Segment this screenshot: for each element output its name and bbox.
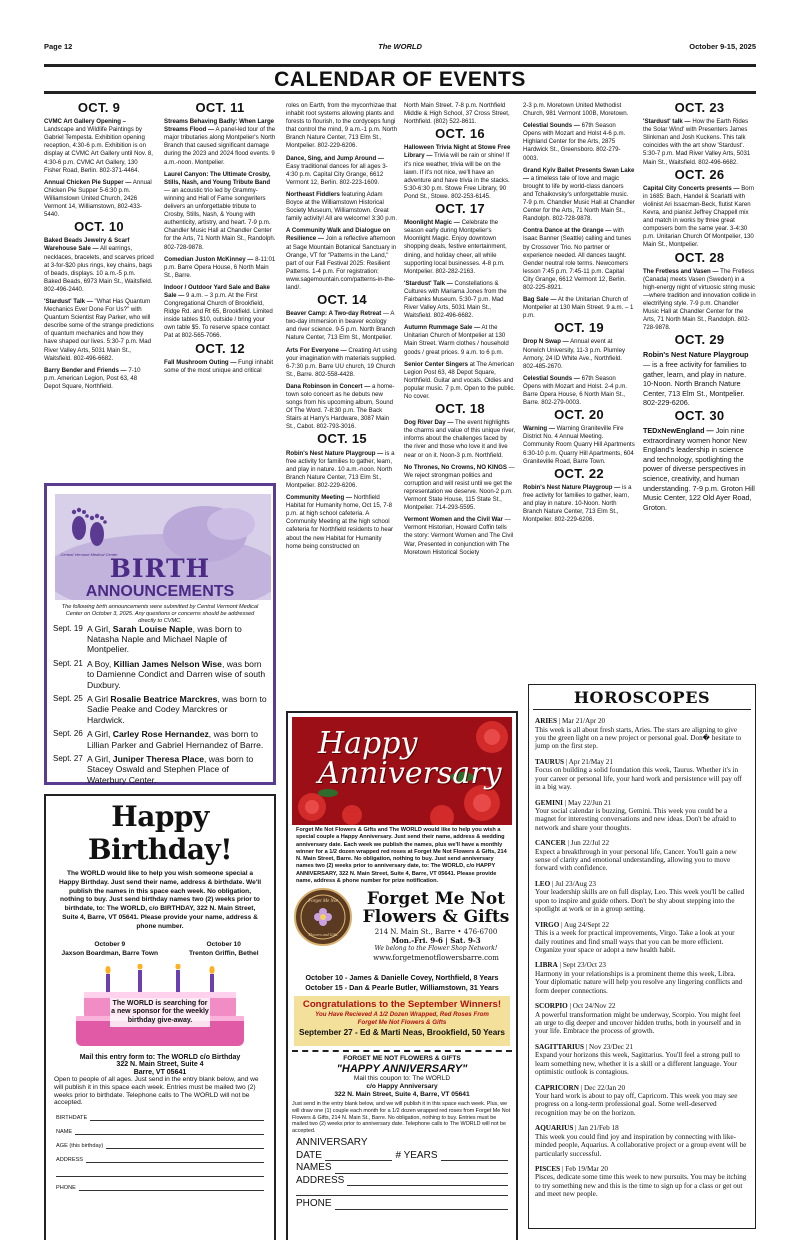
- birth-item: Sept. 26 A Girl, Carley Rose Hernandez, was born to Lillian Parker and Gabriel Hernandez of Barre.: [53, 729, 264, 750]
- cvmc-logo-text: Central Vermont Medical Center: [60, 552, 118, 557]
- event: Northeast Fiddlers featuring Adam Boyce at the Williamstown Historical Society Museum, Williamstown. Great family activity! All are welcome! 3:30 p.m.: [286, 190, 398, 223]
- date-heading: OCT. 17: [435, 201, 485, 217]
- address-field-line2[interactable]: [46, 1171, 274, 1177]
- date-heading: OCT. 10: [74, 219, 124, 235]
- date-heading: OCT. 23: [674, 100, 725, 115]
- date-heading: OCT. 11: [195, 100, 245, 115]
- names-field[interactable]: NAMES: [296, 1162, 508, 1174]
- event: 'Stardust' Talk — Constellations & Cultures with Mariama Jones from the Fairbanks Museum. 5:30-7 p.m. Mad River Valley Arts, 5031 Main St., Waitsfield. 802-496-6682.: [404, 279, 507, 320]
- birthdate-field[interactable]: BIRTHDATE: [46, 1115, 274, 1121]
- page-number: Page 12: [44, 42, 73, 51]
- logo-subtext: Flowers and Gifts: [308, 932, 338, 937]
- horoscope-item: ARIES | Mar 21/Apr 20 This week is all about fresh starts, Aries. The stars are aligning to give you the green light on a new project or personal goal. Don� hesitate to jump on the first step.: [535, 717, 742, 751]
- event: Senior Center Singers at The American Legion Post 63, 48 Depot Square, Northfield. Guitar and vocals. Oldies and popular music. 7 p.m. Open to the public. No cover.: [404, 360, 516, 400]
- flower-shop-ad: [294, 888, 512, 970]
- birth-note: The following birth announcements were submitted by Central Vermont Medical Center on October 3, 2025. Any questions or concerns should be addressed directly to CVMC.: [61, 604, 259, 624]
- event: Baked Beads Jewelry & Scarf Warehouse Sale — All earrings, necklaces, bracelets, and scarves priced at 3-for-$20 plus rings, key chains, bags of beads, displays. 10 a.m.-5 p.m. Baked Beads, 6973 Main St., Waitsfield. 802-496-2440.: [44, 237, 154, 293]
- date-heading: OCT. 30: [674, 408, 725, 423]
- calendar-column-3: [286, 102, 398, 555]
- event: roles on Earth, from the mycorrhizae that inhabit root systems allowing plants and forests to flourish, to the cordyceps fungi that control the mind, 9 a.m.-1 p.m. North Branch Nature Center, 713 Elm St., Montpelier. 802-229-6206.: [286, 102, 398, 150]
- birth-item: Sept. 27 A Girl, Juniper Theresa Place, was born to Stacey Oswald and Stephen Place of Waterbury Center.: [53, 754, 254, 785]
- event: Halloween Trivia Night at Stowe Free Library — Trivia will be rain or shine! If it's nice weather, trivia will be on the lawn. If it's not nice, we'll have an adventure and have trivia in the stacks. 5:30-6:30 p.m. Stowe Free Library, 90 Pond St., Stowe. 802-253-6145.: [404, 144, 511, 200]
- event: North Main Street. 7-8 p.m. Northfield Middle & High School, 37 Cross Street, Northfield. (802) 522-8611.: [404, 102, 510, 126]
- birth-item: Sept. 25 A Girl Rosalie Beatrice Marckres, was born to Sadie Peake and Codey Marckres or Hardwick.: [53, 694, 267, 725]
- cake-image: [66, 964, 254, 1050]
- event: Moonlight Magic — Celebrate the season early during Montpelier's Moonlight Magic. Enjoy downtown shopping deals, festive entertainment, dining, and holiday cheer, all while supporting local businesses. 4-8 p.m. Montpelier. 802-282-2163.: [404, 219, 507, 275]
- birth-list: [53, 624, 267, 789]
- date-heading: OCT. 26: [674, 166, 725, 182]
- event: Robin's Nest Nature Playgroup — is a free activity for families to gather, learn, and play in nature. 10 a.m.-noon. North Branch Nature Center, 713 Elm St., Montpelier. 802-229-6206.: [286, 449, 395, 489]
- event: CVMC Art Gallery Opening – Landscape and Wildlife Paintings by Gabriel Tempesta. Exhibition opening reception, 4:30-6 p.m. Exhibition is on display at CVMC Art Gallery until Nov. 8, 4:30-6 p.m. CVMC Art Gallery, 130 Fisher Road, Berlin. 802-371-4464.: [44, 118, 153, 174]
- event: Dog River Day — The event highlights the charms and value of this unique river, informs about the challenges faced by the river and those who love it and live near or on it. Noon-3 p.m. Northfield.: [404, 419, 516, 459]
- horoscope-item: SAGITTARIUS | Nov 23/Dec 21 Expand your horizons this week, Sagittarius. You'll feel a strong pull to learn something new, whether it is a skill or a different language. Your optimistic outlook is contagious.: [535, 1042, 740, 1077]
- event: Fall Mushroom Outing — Fungi inhabit some of the most unique and critical: [164, 358, 274, 374]
- issue-dates: October 9-15, 2025: [689, 42, 756, 51]
- address-field-line2[interactable]: [296, 1187, 508, 1196]
- event: Dana Robinson in Concert — a home-town solo concert as he debuts new songs from his upcoming album, Sound Of The Word. 7-8:30 p.m. The Back Stairs at Harry's Hardware, 3087 Main St., Cabot. 802-793-3016.: [286, 382, 395, 431]
- anniversary-date-field[interactable]: DATE # YEARS: [296, 1150, 508, 1162]
- event: 'Stardust' Talk — "What Has Quantum Mechanics Ever Done For Us?" with Quantum Scientist Ray Parker, who will describe some of the strange predictions of quantum mechanics and how they have shaped our lives. 5:30-7 p.m. Mad River Valley Arts, 5031 Main St., Waitsfield. 802-496-6682.: [44, 297, 154, 362]
- event: TEDxNewEngland — Join nine extraordinary women honor New England's leadership in science and technology, spotlighting the power of diverse perspectives in science, creativity, and human understanding. 7-9 p.m. Groton Hill Music Center, 122 Old Ayer Road, Groton.: [643, 426, 755, 512]
- date-heading: OCT. 22: [554, 465, 604, 481]
- horoscopes-title: HOROSCOPES: [533, 685, 751, 710]
- phone-field[interactable]: PHONE: [46, 1185, 274, 1191]
- birthday-title: Happy Birthday!: [87, 800, 233, 866]
- event: Drop N Swap — Annual event at Norwich University, 11-3 p.m. Plumley Armory, 24 ID White Ave., Northfield. 802-485-2670.: [523, 338, 626, 370]
- calendar-column-1: [44, 100, 154, 395]
- event: Streams Behaving Badly: When Large Streams Flood — A panel-led tour of the major tributaries along Montpelier's North Branch that caused significant damage during the 2023 and 2024 flood events. 9 a.m.-noon. Montpelier.: [164, 118, 276, 166]
- date-heading: OCT. 9: [77, 100, 121, 115]
- horoscope-item: TAURUS | Apr 21/May 21 Focus on building a solid foundation this week, Taurus. Whether it's in your career or personal life, your hard work and persistence will pay off in a big way.: [535, 757, 742, 792]
- horoscope-item: LIBRA | Sept 23/Oct 23 Harmony in your relationships is a prominent theme this week, Libra. Your diplomatic nature will help you resolve any lingering conflicts and form deeper connections.: [535, 961, 743, 995]
- event: Celestial Sounds — 67th Season Opens with Mozart and Holst 4-6 p.m. Highland Center for the Arts, 2875 Hardwick St., Greensboro. 802-279-0003.: [523, 122, 626, 162]
- anniversary-coupon: FORGET ME NOT FLOWERS & GIFTS "HAPPY ANNIVERSARY" Mail this coupon to: The WORLD c/o Happy Anniversary 322 N. Main Street, Suite 4, Barre, VT 05641 Just send in the entry blank below, and we will publish it in this space each week. Plus, we will draw one (1) couple each month for a 1/2 dozen wrapped red roses from Forget Me Not Flowers & Gifts, 214 N. Main St., Barre. No obligation, nothing to buy. Entries must be mailed two (2) weeks prior to anniversary date. Telephone calls to The WORLD will not be accepted.: [292, 1050, 512, 1135]
- horoscope-item: LEO | Jul 23/Aug 23 Your leadership skills are on full display, Leo. This week you'll be called upon to inspire and guide others. Don't be shy about stepping into the spotlight at work or in a group setting.: [535, 879, 745, 914]
- calendar-column-6: [643, 100, 756, 516]
- age-field[interactable]: AGE (this birthday): [46, 1143, 274, 1149]
- event: Celestial Sounds — 67th Season Opens with Mozart and Holst. 2-4 p.m. Barre Opera House, 6 North Main St., Barre. 802-279-0003.: [523, 374, 627, 407]
- event: Laurel Canyon: The Ultimate Crosby, Stills, Nash, and Young Tribute Band — an acoustic trio led by Grammy-winning and Hall of Fame songwriters delivers an unforgettable tribute to Crosby, Stills, Nash, & Young with authenticity, artistry, and heart. 7-9 p.m. Chandler Music Hall at Chandler Center for the Arts, 71 North Main St., Randolph. 802-728-9878.: [164, 170, 276, 251]
- flower-logo-icon: [296, 890, 350, 944]
- date-heading: OCT. 15: [317, 431, 367, 447]
- event: Contra Dance at the Grange — with Isaac Banner (Seattle) calling and tunes by Crossover Trio. No partner or experience needed. All dances taught. Gender neutral role terms. Newcomers lesson 7:45 p.m. 7:45-11 p.m. Capital City Grange, 6612 Vermont 12, Berlin. 802-225-8921.: [523, 227, 632, 291]
- date-heading: OCT. 20: [554, 407, 604, 423]
- address-field[interactable]: ADDRESS: [296, 1175, 508, 1187]
- event: 'Stardust' talk — How the Earth Rides the Solar Wind' with Presenters James Slinkman and Josh Kuckens. This talk coincides with the art show 'Stardust'. 5:30-7 p.m. Mad River Valley Arts, 5031 Main St., Waitsfield. 802-496-6682.: [643, 118, 751, 166]
- calendar-banner: CALENDAR OF EVENTS: [44, 64, 756, 94]
- event: 2-3 p.m. Moretown United Methodist Church, 981 Vermont 100B, Moretown.: [523, 102, 629, 118]
- birthday-intro: The WORLD would like to help you wish someone special a Happy Birthday. Just send their name, address & birthdate. We'll publish the names in this space each week. No obligation, nothing to buy. Just send birthday names two (2) weeks prior to birthdate, to: The WORLD, c/o BIRTHDAY, 322 N. Main Street, Suite 4, Barre, VT 05641. Please provide your name, address & phone number.: [58, 870, 262, 930]
- anniversary-form: [296, 1137, 508, 1211]
- horoscope-item: SCORPIO | Oct 24/Nov 22 A powerful transformation might be underway, Scorpio. You might feel an urge to dig deeper and uncover hidden truths, both in yourself and in your life. Embrace the process of growth.: [535, 1002, 741, 1036]
- horoscope-item: VIRGO | Aug 24/Sept 22 This is a week for practical improvements, Virgo. Take a look at your daily routines and find small ways that you can be more efficient. Organize your space or adopt a new health habit.: [535, 920, 735, 954]
- september-winners: Congratulations to the September Winners! You Have Recieved A 1/2 Dozen Wrapped, Red Roses From Forget Me Not Flowers & Gifts September 27 - Ed & Marti Neas, Brookfield, 50 Years: [294, 996, 510, 1046]
- event: Community Meeting — Northfield Habitat for Humanity home, Oct 15, 7-8 p.m. at high school cafeteria. A Community Meeting at the high school cafeteria for Northfield residents to hear about the new Habitat for Humanity home being constructed on: [286, 494, 394, 550]
- birth-announcements-box: [44, 483, 276, 785]
- event: Grand Kyiv Ballet Presents Swan Lake — a timeless tale of love and magic brought to life by world-class dancers and Tchaikovsky's unforgettable music. 7-9 p.m. Chandler Music Hall at Chandler Center for the Arts, 71 North Main St., Randolph. 802-728-9878.: [523, 166, 635, 223]
- paper-name: The WORLD: [378, 42, 422, 51]
- page-header: [44, 40, 756, 54]
- event: Warning — Warning Graniteville Fire District No. 4 Annual Meeting. Community Room Quarry Hill Apartments 6:30-10 p.m. Quarry Hill Apartments, 604 Graniteville Road, Barre Town.: [523, 425, 635, 465]
- calendar-column-2: [164, 100, 276, 379]
- horoscopes-box: [528, 684, 756, 1229]
- cake-sponsor-message: The WORLD is searching for a new sponsor for the weekly birthday give-away.: [110, 998, 210, 1028]
- event: Autumn Rummage Sale — At the Unitarian Church of Montpelier at 130 Main Street. Warm clothes / household goods / great prices. 9 a.m. to 6 p.m.: [404, 324, 509, 356]
- event: Robin's Nest Nature Playgroup — is a free activity for families to gather, learn, and play in nature. 10-Noon. North Branch Nature Center, 713 Elm St., Montpelier. 802-229-6206.: [523, 483, 632, 524]
- address-field[interactable]: ADDRESS: [46, 1157, 274, 1163]
- roses-banner: [292, 717, 512, 825]
- event: Indoor / Outdoor Yard Sale and Bake Sale — 9 a.m. – 3 p.m. At the First Congregational Church of Brookfield, Ridge Rd. and Rt 65, Brookfield. Limited inside tables $10, outside / bring your own table $5. To reserve space contact Pat at 802-565-7066.: [164, 283, 273, 340]
- horoscope-item: CAPRICORN | Dec 22/Jan 20 Your hard work is about to pay off, Capricorn. This week you may see progress on a long-term professional goal. Some well-deserved recognition may be on the horizon.: [535, 1083, 738, 1117]
- event: The Fretless and Vasen — The Fretless (Canada) meets Vasen (Sweden) in a high-energy night of virtuosic string music—where tradition and innovation collide in electrifying style. 7-9 p.m. Chandler Music Hall at Chandler Center for the Arts, 71 North Main St., Randolph. 802-728-9878.: [643, 267, 756, 332]
- date-heading: OCT. 16: [435, 126, 485, 142]
- date-heading: OCT. 18: [435, 401, 485, 417]
- anniversary-field[interactable]: ANNIVERSARY: [296, 1137, 368, 1148]
- horoscope-item: CANCER | Jun 22/Jul 22 Expect a breakthrough in your personal life, Cancer. You'll gain a new sense of clarity and emotional understanding, allowing you to move forward with confidence.: [535, 839, 737, 873]
- date-heading: OCT. 19: [554, 320, 604, 336]
- birthday-mail-info: Mail this entry form to: The WORLD c/o Birthday 322 N. Main Street, Suite 4 Barre, VT 05641 Open to people of all ages. Just send in the entry blank below, and we will publish it in this space each week. Entries must be mailed two (2) weeks prior to birthdate. Telephone calls to The WORLD will not be accepted.: [54, 1053, 259, 1107]
- date-heading: OCT. 29: [674, 332, 725, 348]
- event: No Thrones, No Crowns, NO KINGS — We reject strongman politics and corruption and will resist until we get the representation we deserve. Noon-2 p.m. Vermont State House, 115 State St., Montpelier. 714-293-5595.: [404, 463, 515, 512]
- event: Barry Bender and Friends — 7-10 p.m. American Legion, Post 63, 48 Depot Square, Northfield.: [44, 366, 141, 390]
- name-field[interactable]: NAME: [46, 1129, 274, 1135]
- event: Robin's Nest Nature Playgroup — is a free activity for families to gather, learn, and play in nature. 10-Noon. North Branch Nature Center, 713 Elm St., Montpelier. 802-229-6206.: [643, 350, 749, 408]
- event: Dance, Sing, and Jump Around — Easy traditional dances for all ages 3-4:30 p.m. Capital City Grange, 6612 Vermont 12, Berlin. 802-223-1609.: [286, 154, 388, 186]
- calendar-column-5: [523, 102, 635, 528]
- event: Beaver Camp: A Two-day Retreat — A two-day immersion in beaver ecology and river science. 9-5 p.m. North Branch Nature Center, 713 Elm St., Montpelier.: [286, 310, 396, 342]
- logo-text: Forget Me Not: [308, 899, 338, 904]
- anniversary-list: October 10 - James & Danielle Covey, Northfield, 8 Years October 15 - Dan & Pearle Butler, Williamstown, 31 Years: [305, 973, 499, 992]
- flower-shop-logo: [294, 888, 352, 946]
- birth-title: BIRTH ANNOUNCEMENTS: [85, 554, 235, 600]
- anniversary-intro: Forget Me Not Flowers & Gifts and The WORLD would like to help you wish a special couple a Happy Anniversary. Just send their name, address & wedding anniversary date. Each week we publish the names, plus we'll have a monthly winner for a 1/2 dozen wrapped red roses at Forget Me Not Flowers & Gifts, 214 N. Main Street, Barre. No obligation, nothing to buy. Just send anniversary names two (2) weeks prior to anniversary date, to: The WORLD, c/o HAPPY ANNIVERSARY, 322 N. Main Street, Suite 4, Barre, VT 05641. Please provide name, address & phone number for prize notification.: [296, 827, 507, 885]
- event: Arts For Everyone — Creating Art using your imagination with materials supplied. 6-7:30 p.m. Barre UU church, 19 Church St., Barre. 802-558-4428.: [286, 346, 397, 378]
- date-heading: OCT. 14: [317, 292, 367, 308]
- birth-item: Sept. 19 A Girl, Sarah Louise Naple, was born to Natasha Naple and Michael Naple of Montpelier.: [53, 624, 242, 655]
- horoscope-item: AQUARIUS | Jan 21/Feb 18 This week you could find joy and inspiration by connecting with like-minded people, Aquarius. A collaborative project or a group event will be particularly successful.: [535, 1124, 747, 1158]
- calendar-column-4: [404, 102, 516, 561]
- horoscope-item: PISCES | Feb 19/Mar 20 Pisces, dedicate some time this week to new pursuits. You may be itching to try something new and this is the time to sign up for a class or get out and meet new people.: [535, 1165, 747, 1199]
- birthday-winners: October 9 Jaxson Boardman, Barre Town October 10 Trenton Griffin, Bethel: [61, 940, 259, 957]
- horoscope-item: GEMINI | May 22/Jun 21 Your social calendar is buzzing, Gemini. This week you could be a magnet for interesting conversations and new ideas. Don't be afraid to network and share your thoughts.: [535, 798, 737, 832]
- event: Annual Chicken Pie Supper — Annual Chicken Pie Supper 5-6:30 p.m. Williamstown United Church, 2426 Vermont 14, Williamstown, 802-433-5440.: [44, 178, 152, 219]
- happy-birthday-box: [44, 794, 276, 1240]
- event: Comedian Juston McKinney — 8-11:01 p.m. Barre Opera House, 6 North Main St., Barre.: [164, 255, 276, 279]
- anniversary-title: Happy Anniversary: [318, 726, 502, 791]
- birth-item: Sept. 21 A Boy, Killian James Nelson Wise, was born to Damienne Condict and Darren wise of south Duxbury.: [53, 659, 266, 690]
- phone-field[interactable]: PHONE: [296, 1198, 508, 1210]
- event: Bag Sale — At the Unitarian Church of Montpelier at 130 Main Street. 9 a.m. – 1 p.m.: [523, 296, 634, 320]
- event: A Community Walk and Dialogue on Resilience — Join a reflective afternoon at Sage Mountain Botanical Sanctuary in Orange, VT for "Patterns in the Land," part of our Fall Festival 2025: Resilient Patterns. 1-4 p.m. For registration: www.sagemountain.com/patterns-in-the-land/.: [286, 227, 397, 291]
- shop-info: 214 N. Main St., Barre • 476-6700 Mon.-Fri. 9-6 | Sat. 9-3 We belong to the Flower Shop Network! www.forgetmenotflowersbarre.com: [373, 928, 499, 962]
- event: Capital City Concerts presents — Born in 1685: Bach, Handel & Scarlatti with violinist Ari Issacman-Beck, flutist Karen Kevra, and pianist Jeffrey Chappell mix and match in works by three great composers born the same year. 3-4:30 p.m. Unitarian Church Of Montpelier, 130 Main St., Montpelier.: [643, 184, 755, 249]
- date-heading: OCT. 12: [195, 340, 245, 356]
- happy-anniversary-box: [286, 711, 518, 1240]
- event: Vermont Women and the Civil War — Vermont Historian, Howard Coffin tells the story: Vermont Women and The Civil War, Presented in conjunction with The Moretown Historical Society: [404, 516, 514, 556]
- shop-name: Forget Me Not Flowers & Gifts: [362, 889, 510, 927]
- date-heading: OCT. 28: [674, 249, 725, 265]
